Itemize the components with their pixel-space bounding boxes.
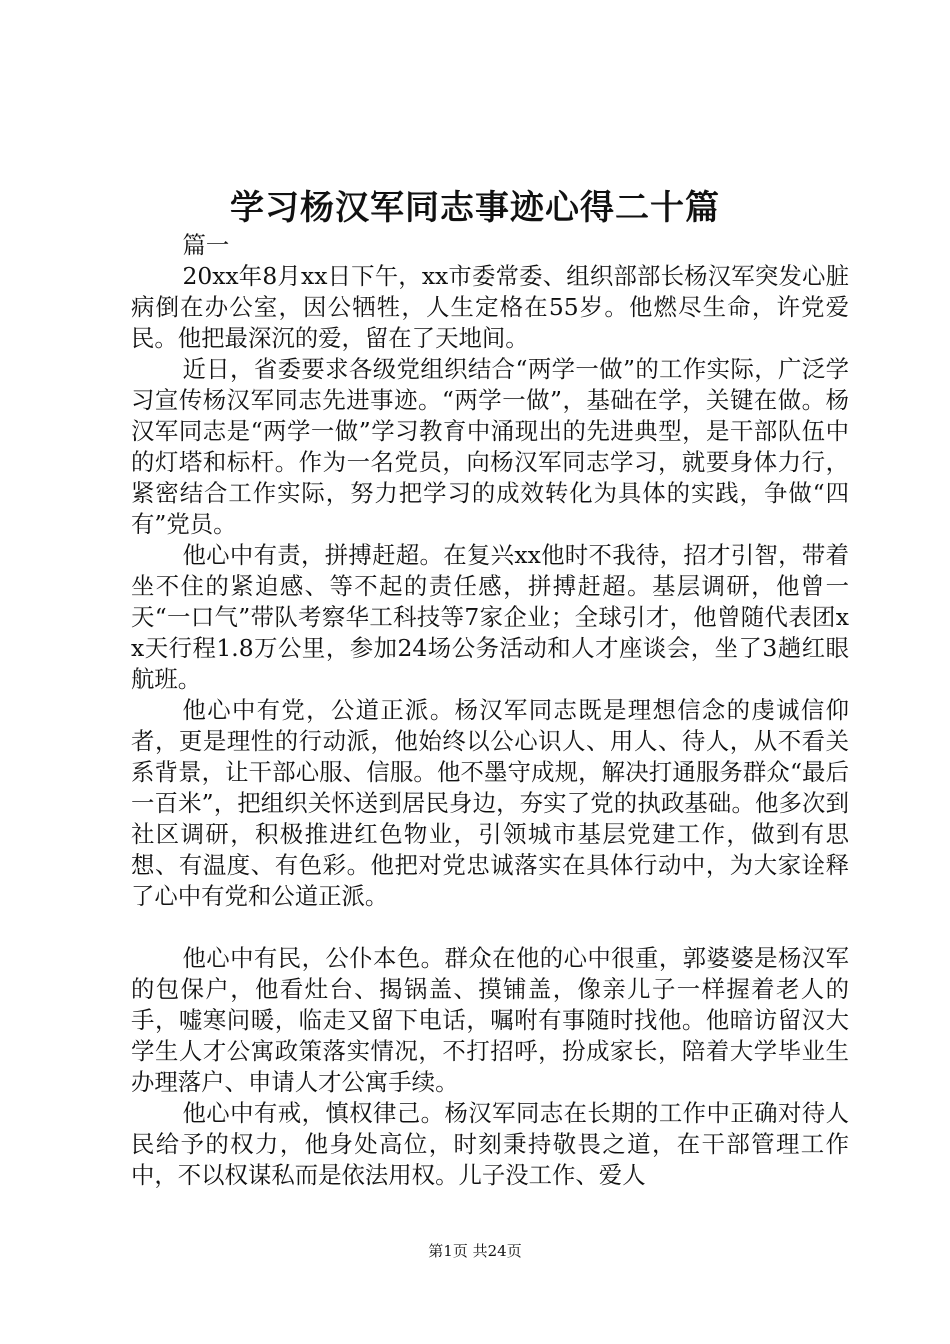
paragraph: 他心中有民，公仆本色。群众在他的心中很重，郭婆婆是杨汉军的包保户，他看灶台、揭锅盖、摸铺盖，像亲儿子一样握着老人的手，嘘寒问暖，临走又留下电话，嘱咐有事随时找他。他暗访留汉大学生人才公寓政策落实情况，不打招呼，扮成家长，陪着大学毕业生办理落户、申请人才公寓手续。 [131, 944, 849, 1096]
paragraph: 他心中有责，拼搏赶超。在复兴xx他时不我待，招才引智，带着坐不住的紧迫感、等不起的责任感，拼搏赶超。基层调研，他曾一天“一口气”带队考察华工科技等7家企业；全球引才，他曾随代表团xx天行程1.8万公里，参加24场公务活动和人才座谈会，坐了3趟红眼航班。 [131, 541, 849, 693]
document-title: 学习杨汉军同志事迹心得二十篇 [230, 188, 720, 228]
paragraph: 他心中有党，公道正派。杨汉军同志既是理想信念的虔诚信仰者，更是理性的行动派，他始终以公心识人、用人、待人，从不看关系背景，让干部心服、信服。他不墨守成规，解决打通服务群众“最后一百米”，把组织关怀送到居民身边，夯实了党的执政基础。他多次到社区调研，积极推进红色物业，引领城市基层党建工作，做到有思想、有温度、有色彩。他把对党忠诚落实在具体行动中，为大家诠释了心中有党和公道正派。 [131, 696, 849, 910]
paragraph: 近日，省委要求各级党组织结合“两学一做”的工作实际，广泛学习宣传杨汉军同志先进事迹。“两学一做”，基础在学，关键在做。杨汉军同志是“两学一做”学习教育中涌现出的先进典型，是干部队伍中的灯塔和标杆。作为一名党员，向杨汉军同志学习，就要身体力行，紧密结合工作实际，努力把学习的成效转化为具体的实践，争做“四有”党员。 [131, 355, 849, 538]
page-footer: 第1页 共24页 [428, 1242, 522, 1260]
document-body [131, 230, 849, 1191]
paragraph: 20xx年8月xx日下午，xx市委常委、组织部部长杨汉军突发心脏病倒在办公室，因公牺牲，人生定格在55岁。他燃尽生命，许党爱民。他把最深沉的爱，留在了天地间。 [131, 262, 849, 352]
paragraph: 他心中有戒，慎权律己。杨汉军同志在长期的工作中正确对待人民给予的权力，他身处高位，时刻秉持敬畏之道，在干部管理工作中，不以权谋私而是依法用权。儿子没工作、爱人 [131, 1099, 849, 1189]
section-label: 篇一 [182, 231, 230, 259]
